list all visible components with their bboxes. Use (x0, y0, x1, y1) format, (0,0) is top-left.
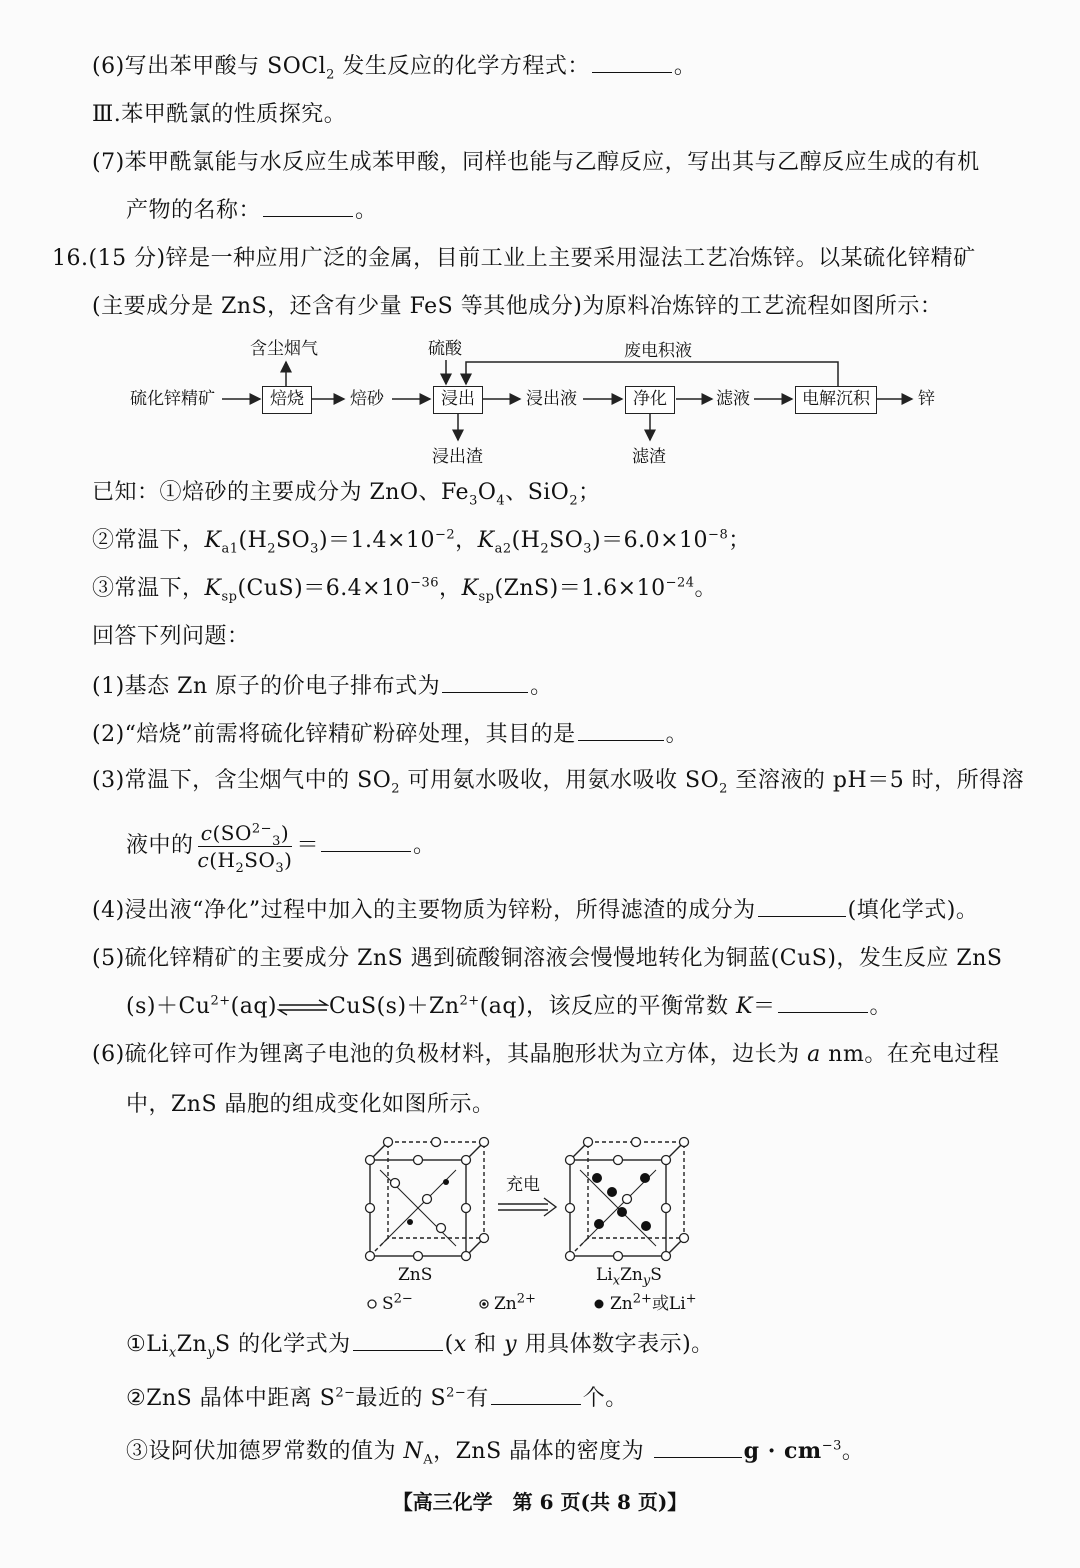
q16-part3-line2: 液中的 $\frac{c(SO^{2-}_3)}{c(H_2SO_3)}$ ＝ 。 (126, 820, 436, 876)
q16-part6-line1: (6)硫化锌可作为锂离子电池的负极材料，其晶胞形状为立方体，边长为 a nm。在充电过程 (92, 1042, 1000, 1067)
flow-filtrate: 滤液 (716, 389, 750, 409)
section-title: Ⅲ.苯甲酰氯的性质探究。 (92, 102, 347, 127)
zns-label: ZnS (398, 1265, 433, 1285)
q16-line1: 16.(15 分)锌是一种应用广泛的金属，目前工业上主要采用湿法工艺冶炼锌。以某硫化锌精矿 (52, 246, 976, 271)
flow-waste: 废电积液 (624, 341, 692, 361)
q16-part6-line2: 中，ZnS 晶胞的组成变化如图所示。 (126, 1092, 495, 1117)
flow-box-roast: 焙烧 (262, 386, 312, 414)
known-3: ③常温下，$K_{sp}(CuS)=6.4\times 10^{-36}$，$K_{sp}(ZnS)=1.6\times 10^{-24}$。 (92, 575, 718, 605)
concentration-ratio: $\frac{c(SO^{2-}_3)}{c(H_2SO_3)}$ (197, 820, 293, 876)
q16-part2: (2)“焙烧”前需将硫化锌精矿粉碎处理，其目的是 。 (92, 722, 689, 747)
q16-part4: (4)浸出液“净化”过程中加入的主要物质为锌粉，所得滤渣的成分为 (填化学式)。 (92, 898, 979, 923)
answer-blank[interactable] (491, 1384, 581, 1405)
answer-blank[interactable] (353, 1330, 443, 1351)
charge-label: 充电 (506, 1175, 540, 1195)
answer-intro: 回答下列问题： (92, 624, 250, 649)
page-footer: 【高三化学 第 6 页(共 8 页)】 (392, 1490, 688, 1514)
answer-blank[interactable] (654, 1437, 742, 1458)
q7-line1: (7)苯甲酰氯能与水反应生成苯甲酸，同样也能与乙醇反应，写出其与乙醇反应生成的有机 (92, 150, 980, 175)
q16-line2: (主要成分是 ZnS，还含有少量 FeS 等其他成分)为原料冶炼锌的工艺流程如图所示： (92, 294, 943, 319)
flow-gas: 含尘烟气 (250, 339, 318, 359)
q16-part3-line1: (3)常温下，含尘烟气中的 $SO_2$ 可用氨水吸收，用氨水吸收 $SO_2$ 至溶液的 pH＝5 时，所得溶 (92, 768, 1025, 797)
sub6-3: ③设阿伏加德罗常数的值为 $N_A$，ZnS 晶体的密度为 $g \cdot cm^{-3}$。 (126, 1438, 865, 1468)
flow-acid: 硫酸 (428, 339, 462, 359)
flow-box-purify: 净化 (625, 386, 675, 414)
flow-box-leach: 浸出 (433, 386, 483, 414)
q16-part5-line2: $(s)+Cu^{2+}(aq)$ $CuS(s)+Zn^{2+}(aq)$，该反应的平衡常数 K＝ 。 (126, 993, 893, 1019)
known-2: ②常温下，$K_{a1}(H_2SO_3)=1.4\times 10^{-2}$，$K_{a2}(H_2SO_3)=6.0\times 10^{-8}$； (92, 527, 751, 557)
lixznys-label: $Li_xZn_yS$ (596, 1265, 662, 1289)
q6-line: (6)写出苯甲酸与 SOCl$_2$ 发生反应的化学方程式： 。 (92, 54, 697, 83)
sub6-1: $①Li_xZn_yS$ 的化学式为 (x 和 y 用具体数字表示)。 (126, 1332, 714, 1361)
flow-filter-residue: 滤渣 (632, 447, 666, 467)
flow-start: 硫化锌精矿 (130, 389, 215, 409)
sub6-2: ②ZnS 晶体中距离 $S^{2-}$最近的 $S^{2-}$有 个。 (126, 1385, 628, 1411)
flow-zinc: 锌 (918, 389, 935, 409)
q7-line2: 产物的名称： 。 (126, 198, 378, 223)
q16-part5-line1: (5)硫化锌精矿的主要成分 ZnS 遇到硫酸铜溶液会慢慢地转化为铜蓝(CuS)，发生反应 ZnS (92, 946, 1003, 971)
legend-s: $S^{2-}$ (382, 1291, 413, 1314)
flow-leachate: 浸出液 (526, 389, 577, 409)
flow-leach-residue: 浸出渣 (432, 447, 483, 467)
legend-zn: $Zn^{2+}$ (494, 1291, 536, 1314)
known-1: 已知：①焙砂的主要成分为 ZnO、$Fe_3O_4$、SiO$_2$； (92, 480, 601, 509)
legend-zn-li: $Zn^{2+}$或Li+ (610, 1291, 697, 1314)
flow-box-electro: 电解沉积 (795, 386, 877, 414)
flow-calcine: 焙砂 (350, 389, 384, 409)
q16-part1: (1)基态 Zn 原子的价电子排布式为 。 (92, 674, 553, 699)
